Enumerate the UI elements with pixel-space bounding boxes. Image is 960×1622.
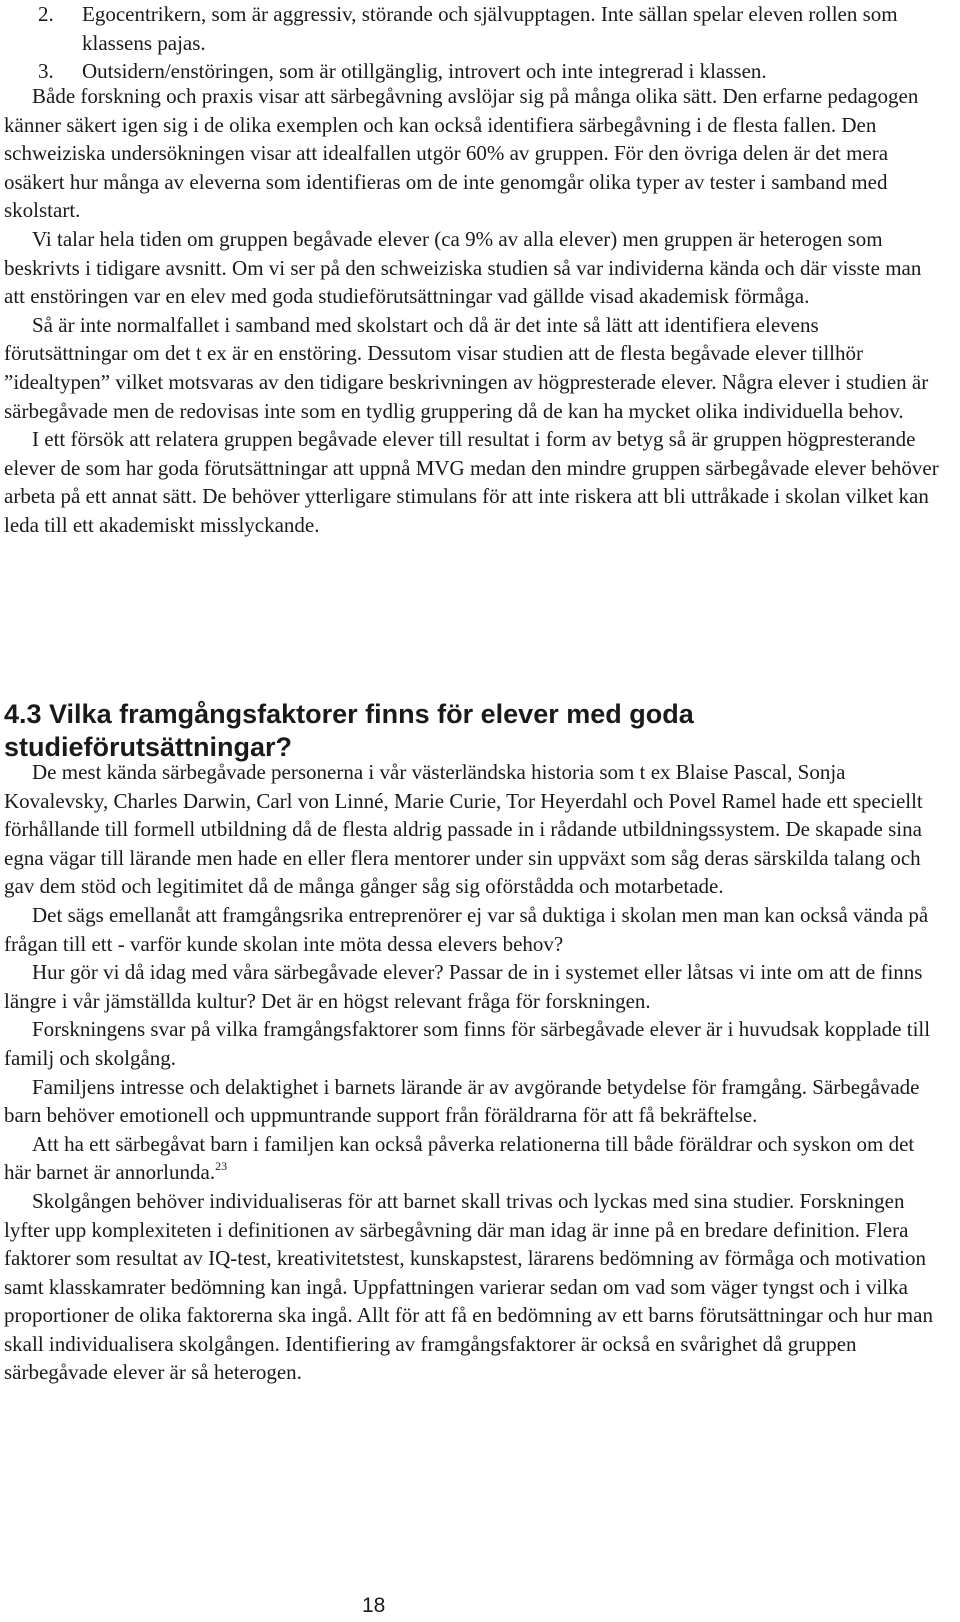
paragraph: Skolgången behöver individualiseras för att barnet skall trivas och lyckas med sina studier. Forskningen lyfter upp komplexiteten i definitionen av särbegåvning där man idag är inne på en bredare definition. Flera faktorer som resultat av IQ-test, kreativitetstest, kunskapstest, lärarens bedömning av förmåga och motivation samt klasskamrater bedömning kan ingå. Uppfattningen varierar sedan om vad som väger tyngst och i vilka proportioner de olika faktorerna ska ingå. Allt för att få en bedömning av ett barns förutsättningar och hur man skall individualisera skolgången. Identifiering av framgångsfaktorer är också en svårighet då gruppen särbegåvade elever är så heterogen. — [4, 1188, 933, 1385]
paragraph: Familjens intresse och delaktighet i barnets lärande är av avgörande betydelse för framgång. Särbegåvade barn behöver emotionell och uppmuntrande support från föräldrarna för att få bekräftelse. — [4, 1074, 920, 1128]
page-number: 18 — [362, 1594, 386, 1617]
list-item-text: Egocentrikern, som är aggressiv, störande och självupptagen. Inte sällan spelar eleven rollen som klassens pajas. — [82, 2, 898, 55]
list-item-text: Outsidern/enstöringen, som är otillgänglig, introvert och inte integrerad i klassen. — [82, 59, 767, 84]
paragraph: Både forskning och praxis visar att särbegåvning avslöjar sig på många olika sätt. Den erfarne pedagogen känner säkert igen sig i de olika exemplen och kan också identifiera särbegåvning i de flesta fallen. Den schweiziska undersökningen visar att idealfallen utgör 60% av gruppen. För den övriga delen är det mera osäkert hur många av eleverna som identifieras om de inte genomgår olika typer av tester i samband med skolstart. — [4, 84, 919, 223]
paragraph: Hur gör vi då idag med våra särbegåvade elever? Passar de in i systemet eller låtsas vi inte om att de finns längre i vår jämställda kultur? Det är en högst relevant fråga för forskningen. — [4, 960, 923, 1013]
paragraph: Det sägs emellanåt att framgångsrika entreprenörer ej var så duktiga i skolan men man kan också vända på frågan till ett - varför kunde skolan inte möta dessa elevers behov? — [4, 902, 929, 956]
section-text — [4, 82, 944, 540]
paragraph: Så är inte normalfallet i samband med skolstart och då är det inte så lätt att identifiera elevens förutsättningar om det t ex är en enstöring. Dessutom visar studien att de flesta begåvade elever tillhör ”idealtypen” vilket motsvaras av den tidigare beskrivningen av högpresterade elever. Några elever i studien är särbegåvade men de redovisas inte som en tydlig gruppering då de kan ha mycket olika individuella behov. — [4, 312, 929, 423]
paragraph-text: Att ha ett särbegåvat barn i familjen kan också påverka relationerna till både föräldrar och syskon om det här barnet är annorlunda. — [4, 1131, 915, 1185]
numbered-list — [4, 0, 944, 86]
paragraph-with-footnote — [4, 1130, 944, 1187]
paragraph: Forskningens svar på vilka framgångsfaktorer som finns för särbegåvade elever är i huvudsak kopplade till familj och skolgång. — [4, 1017, 931, 1070]
list-item: 3. Outsidern/enstöringen, som är otillgänglig, introvert och inte integrerad i klassen. — [38, 59, 767, 84]
paragraph: De mest kända särbegåvade personerna i vår västerländska historia som t ex Blaise Pascal, Sonja Kovalevsky, Charles Darwin, Carl von Linné, Marie Curie, Tor Heyerdahl och Povel Ramel hade ett speciellt förhållande till formell utbildning då de flesta aldrig passade in i rådande utbildningssystem. De skapade sina egna vägar till lärande men hade en eller flera mentorer under sin uppväxt som såg deras särskilda talang och gav dem stöd och legitimitet då de många gånger såg sig oförstådda och motarbetade. — [4, 760, 923, 899]
paragraph: I ett försök att relatera gruppen begåvade elever till resultat i form av betyg så är gruppen högpresterande elever de som har goda förutsättningar att uppnå MVG medan den mindre gruppen särbegåvade elever behöver arbeta på ett annat sätt. De behöver ytterligare stimulans för att inte riskera att bli uttråkade i skolan vilket kan leda till ett akademiskt misslyckande. — [4, 427, 939, 537]
paragraph: Vi talar hela tiden om gruppen begåvade elever (ca 9% av alla elever) men gruppen är heterogen som beskrivts i tidigare avsnitt. Om vi ser på den schweiziska studien så var individerna kända och där visste man att enstöringen var en elev med goda studieförutsättningar vad gällde visad akademisk förmåga. — [4, 226, 922, 309]
list-item: 2. Egocentrikern, som är aggressiv, störande och självupptagen. Inte sällan spelar eleven rollen som klassens pajas. — [38, 2, 898, 55]
section-text — [4, 758, 944, 1387]
footnote-reference[interactable]: 23 — [215, 1159, 228, 1174]
section-heading: 4.3 Vilka framgångsfaktorer finns för elever med goda studieförutsättningar? — [4, 699, 694, 763]
